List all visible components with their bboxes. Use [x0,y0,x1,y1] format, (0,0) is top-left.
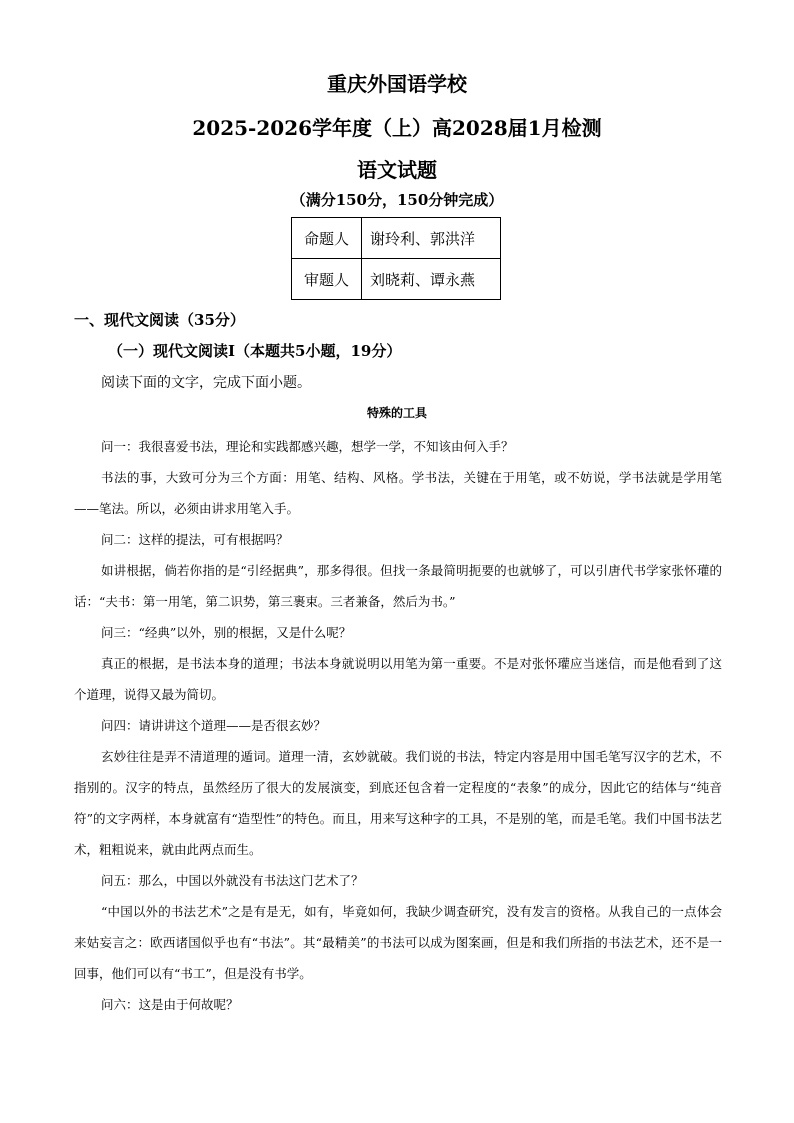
section-heading: 一、现代文阅读（35分） [74,311,245,329]
paragraph: 问四：请讲讲这个道理——是否很玄妙？ [101,718,327,733]
staff-table [291,217,501,300]
paragraph: “中国以外的书法艺术”之是有是无，如有，毕竟如何，我缺少调查研究，没有发言的资格。从我自己的一点体会来姑妄言之：欧西诸国似乎也有“书法”。其“最精美”的书法可以成为图案画，但是和我们所指的书法艺术，还不是一回事，他们可以有“书工”，但是没有书学。 [74,904,722,981]
instruction-text: 阅读下面的文字，完成下面小题。 [101,375,311,391]
staff-names: 谢玲利、郭洪洋 [362,218,501,259]
paragraph: 玄妙往往是弄不清道理的遁词。道理一清，玄妙就破。我们说的书法，特定内容是用中国毛笔写汉字的艺术，不指别的。汉字的特点，虽然经历了很大的发展演变，到底还包含着一定程度的“表象”的成分，因此它的结体与“纯音符”的文字两样，本身就富有“造型性”的特色。而且，用来写这种字的工具，不是别的笔，而是毛笔。我们中国书法艺术，粗粗说来，就由此两点而生。 [74,749,722,857]
paragraph: 问二：这样的提法，可有根据吗？ [101,532,289,547]
subject-title: 语文试题 [357,158,437,182]
school-name: 重庆外国语学校 [327,72,467,96]
staff-row-reviewer [292,259,501,300]
paragraph: 问三：“经典”以外，别的根据，又是什么呢？ [101,625,352,640]
staff-names: 刘晓莉、谭永燕 [362,259,501,300]
paragraph: 真正的根据，是书法本身的道理；书法本身就说明以用笔为第一重要。不是对张怀瓘应当迷信，而是他看到了这个道理，说得又最为简切。 [74,656,722,702]
paragraph: 问六：这是由于何故呢？ [101,997,239,1012]
staff-row-setter [292,218,501,259]
paragraph: 问一：我很喜爱书法，理论和实践都感兴趣，想学一学，不知该由何入手？ [101,439,514,454]
subsection-heading: （一）现代文阅读Ⅰ（本题共5小题，19分） [108,342,402,360]
paragraph: 书法的事，大致可分为三个方面：用笔、结构、风格。学书法，关键在于用笔，或不妨说，学书法就是学用笔——笔法。所以，必须由讲求用笔入手。 [74,470,722,516]
score-note: （满分150分，150分钟完成） [290,191,504,209]
exam-title: 2025-2026学年度（上）高2028届1月检测 [192,116,602,140]
staff-role: 命题人 [292,218,362,259]
paragraph: 问五：那么，中国以外就没有书法这门艺术了？ [101,873,364,888]
paragraph: 如讲根据，倘若你指的是“引经据典”，那多得很。但找一条最简明扼要的也就够了，可以引唐代书学家张怀瓘的话：“夫书：第一用笔，第二识势，第三裹束。三者兼备，然后为书。” [74,563,722,609]
article-body [74,431,722,1020]
staff-role: 审题人 [292,259,362,300]
article-title: 特殊的工具 [366,406,427,420]
